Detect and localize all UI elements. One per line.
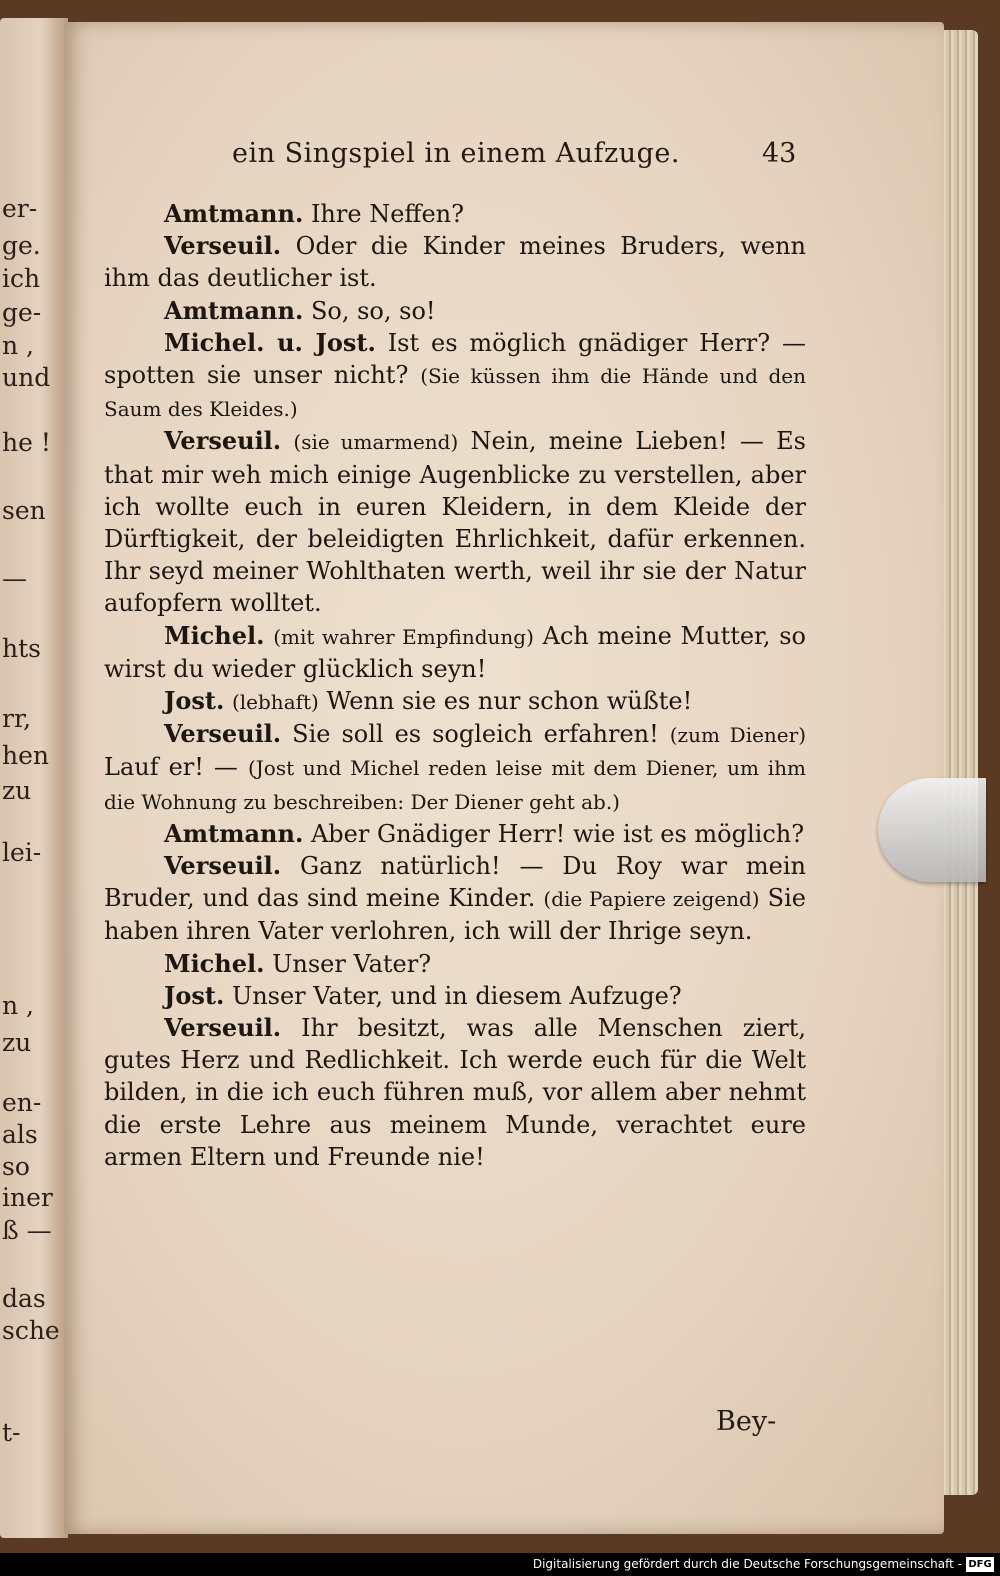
left-page-edge: [0, 18, 68, 1538]
paragraph: [104, 850, 806, 948]
dialogue-text: Sie soll es sogleich erfahren!: [292, 720, 659, 749]
left-page-fragment: sche: [2, 1316, 60, 1345]
stage-direction: (Sie küssen ihm die Hände und den Saum des Kleides.): [104, 364, 806, 422]
left-page-fragment: n ,: [2, 991, 34, 1020]
dialogue-text: Ach meine Mutter, so wirst du wieder glücklich seyn!: [104, 621, 806, 683]
left-page-fragment: ß —: [2, 1216, 52, 1245]
left-page-fragment: lei-: [2, 838, 42, 867]
paragraph: [104, 295, 806, 327]
speaker-name: Verseuil.: [164, 719, 282, 749]
paragraph: [104, 685, 806, 718]
speaker-name: Michel.: [164, 620, 265, 650]
paragraph: [104, 620, 806, 685]
dialogue-text: Ihr besitzt, was alle Menschen ziert, gutes Herz und Redlichkeit. Ich werde euch für die Welt bilden, in die ich euch führen muß, vor allem aber nehmt die erste Lehre aus meinem Munde, verachtet eure armen Eltern und Freunde nie!: [104, 1014, 806, 1171]
left-page-fragment: so: [2, 1152, 30, 1181]
paragraph: [104, 1012, 806, 1173]
dialogue-text: Sie haben ihren Vater verlohren, ich will der Ihrige seyn.: [104, 884, 806, 946]
left-page-fragment: he !: [2, 428, 51, 457]
speaker-name: Jost.: [164, 686, 225, 716]
left-page-fragment: und: [2, 363, 51, 392]
dialogue-text: So, so, so!: [310, 296, 436, 325]
left-page-fragment: das: [2, 1284, 46, 1313]
dialogue-text: Lauf er! —: [104, 753, 238, 782]
paragraph: [104, 980, 806, 1012]
left-page-fragment: zu: [2, 1028, 32, 1057]
dialogue-text: Aber Gnädiger Herr! wie ist es möglich?: [310, 819, 805, 848]
left-page-fragment: n ,: [2, 331, 34, 360]
stage-direction: (Jost und Michel reden leise mit dem Diener, um ihm die Wohnung zu beschreiben: Der Diener geht ab.): [104, 756, 806, 814]
dialogue-text: Ganz natürlich! — Du Roy war mein Bruder, und das sind meine Kinder.: [104, 852, 806, 913]
running-title: ein Singspiel in einem Aufzuge.: [232, 138, 680, 169]
speaker-name: Jost.: [164, 980, 225, 1010]
page-text: [104, 198, 806, 1173]
paragraph: [104, 327, 806, 426]
dialogue-text: Wenn sie es nur schon wüßte!: [326, 687, 693, 716]
dialogue-text: Ihre Neffen?: [310, 200, 464, 228]
speaker-name: Amtmann.: [164, 199, 304, 228]
stage-direction: (die Papiere zeigend): [543, 887, 760, 912]
left-page-fragment: en-: [2, 1088, 42, 1117]
speaker-name: Michel.: [164, 948, 265, 978]
left-page-fragment: t-: [2, 1418, 21, 1447]
left-page-fragment: hen: [2, 741, 49, 770]
paragraph: [104, 425, 806, 619]
speaker-name: Amtmann.: [164, 295, 304, 325]
dialogue-text: Nein, meine Lieben! — Es that mir weh mich einige Augenblicke zu verstellen, aber ich wollte euch in euren Kleidern, in dem Kleide der Dürftigkeit, der beleidigten Ehrlichkeit, dafür erkennen. Ihr seyd meiner Wohlthaten werth, weil ihr sie der Natur aufopfern wolltet.: [104, 427, 806, 618]
speaker-name: Verseuil.: [164, 426, 282, 456]
speaker-name: Verseuil.: [164, 1013, 282, 1043]
left-page-fragment: als: [2, 1120, 38, 1149]
speaker-name: Michel. u. Jost.: [164, 327, 376, 357]
left-page-fragment: iner: [2, 1183, 53, 1212]
left-page-fragment: rr,: [2, 704, 32, 733]
dfg-logo: DFG: [966, 1557, 994, 1572]
dialogue-text: Ist es möglich gnädiger Herr? — spotten sie unser nicht?: [104, 328, 806, 390]
left-page-fragment: zu: [2, 776, 32, 805]
footer-credit: Digitalisierung gefördert durch die Deutsche Forschungsgemeinschaft -: [532, 1557, 962, 1571]
dialogue-text: Unser Vater?: [272, 949, 432, 978]
stage-direction: (zum Diener): [669, 723, 806, 748]
paragraph: [104, 230, 806, 294]
footer-bar: [0, 1553, 1000, 1576]
stage-direction: (lebhaft): [231, 690, 319, 715]
left-page-fragment: —: [2, 564, 27, 593]
speaker-name: Verseuil.: [164, 851, 282, 881]
stage-direction: (mit wahrer Empfindung): [273, 624, 534, 649]
paragraph: [104, 718, 806, 818]
left-page-fragment: sen: [2, 496, 46, 525]
catchword: Bey-: [716, 1406, 777, 1437]
page-clip: [878, 778, 986, 882]
left-page-fragment: ge.: [2, 231, 41, 260]
stage-direction: (sie umarmend): [293, 430, 459, 455]
paragraph: [104, 818, 806, 850]
paragraph: [104, 198, 806, 230]
page-number: 43: [762, 138, 797, 169]
speaker-name: Amtmann.: [164, 818, 304, 848]
speaker-name: Verseuil.: [164, 231, 282, 261]
left-page-fragment: ich: [2, 264, 41, 293]
left-page-fragment: hts: [2, 634, 41, 663]
paragraph: [104, 948, 806, 980]
left-page-fragment: er-: [2, 194, 38, 223]
dialogue-text: Oder die Kinder meines Bruders, wenn ihm das deutlicher ist.: [104, 232, 806, 293]
left-page-fragment: ge-: [2, 298, 42, 327]
dialogue-text: Unser Vater, und in diesem Aufzuge?: [231, 981, 682, 1010]
